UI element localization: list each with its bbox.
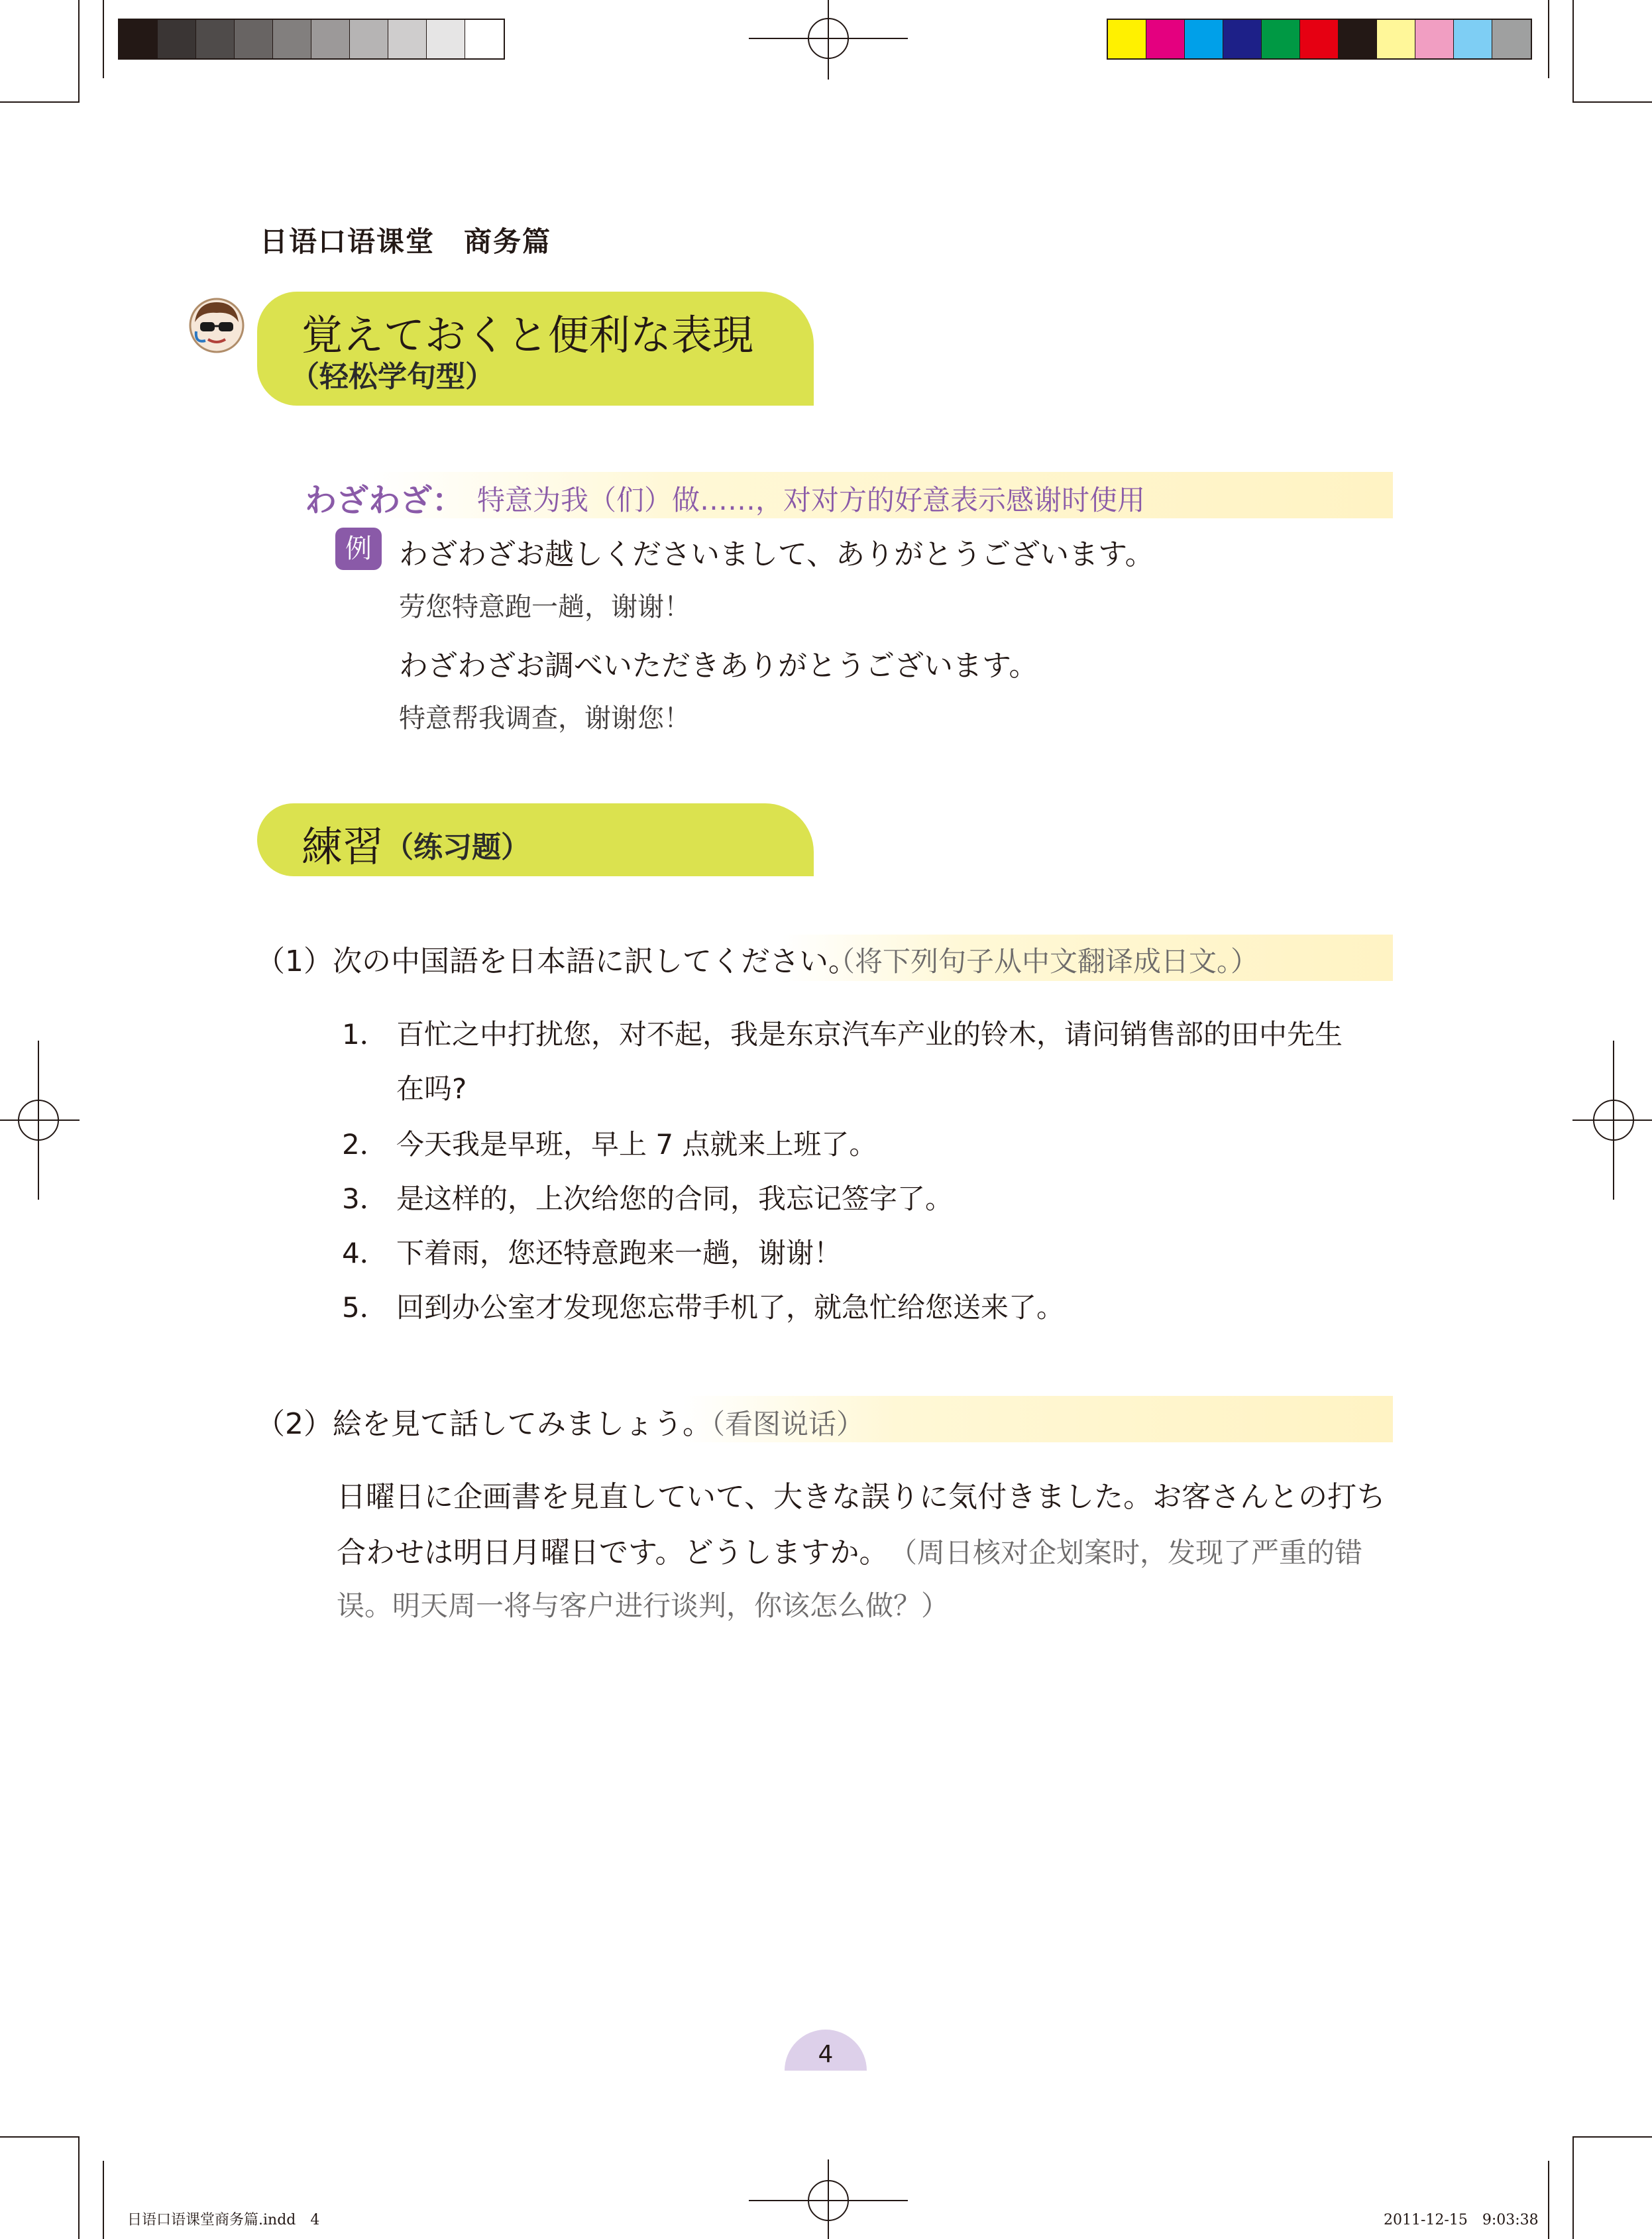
gray-swatch-1 [119, 20, 158, 58]
q1-item-2-number: 2． [342, 1128, 388, 1161]
q1-item-1-continuation: 在吗? [396, 1072, 467, 1105]
registration-mark-right [1572, 1041, 1652, 1200]
q1-item-4-number: 4． [342, 1237, 388, 1269]
color-swatch-7 [1339, 20, 1377, 58]
q1-item-1-text: 百忙之中打扰您，对不起，我是东京汽车产业的铃木，请问销售部的田中先生 [396, 1018, 1343, 1051]
q2-paragraph-line-1: 日曜日に企画書を見直していて、大きな誤りに気付きました。お客さんとの打ち [337, 1480, 1386, 1514]
q2-prompt-jp: （2）絵を見て話してみましょう。 [256, 1407, 712, 1441]
q2-paragraph-line-2-jp: 合わせは明日月曜日です。どうしますか。 [337, 1536, 889, 1570]
registration-mark-bottom [749, 2159, 908, 2239]
footer-file-name: 日语口语课堂商务篇.indd 4 [127, 2212, 320, 2228]
q1-item-4-text: 下着雨，您还特意跑来一趟，谢谢！ [396, 1237, 842, 1269]
q2-paragraph-line-2-cn: （周日核对企划案时，发现了严重的错 [889, 1536, 1363, 1569]
example-jp-2: わざわざお調べいただきありがとうございます。 [399, 649, 1038, 683]
gray-swatch-2 [158, 20, 196, 58]
q2-paragraph-line-3-cn: 误。明天周一将与客户进行谈判，你该怎么做？） [337, 1589, 950, 1622]
example-badge [335, 528, 382, 570]
section-subtitle-expressions: （轻松学句型） [290, 360, 494, 394]
color-swatch-10 [1454, 20, 1492, 58]
q2-prompt-cn: （看图说话） [697, 1408, 865, 1440]
example-cn-2: 特意帮我调查，谢谢您！ [399, 703, 690, 734]
gray-swatch-7 [350, 20, 388, 58]
q1-prompt-cn: （将下列句子从中文翻译成日文。） [827, 945, 1259, 978]
color-swatch-1 [1108, 20, 1146, 58]
color-swatch-3 [1185, 20, 1223, 58]
registration-mark-top [749, 0, 908, 80]
q1-item-1-number: 1． [342, 1018, 388, 1051]
q1-item-2-text: 今天我是早班，早上 7 点就来上班了。 [396, 1128, 877, 1161]
section-title-practice: 練習 [302, 823, 384, 871]
footer-timestamp: 2011-12-15 9:03:38 [1384, 2212, 1539, 2228]
example-cn-1: 劳您特意跑一趟，谢谢！ [399, 592, 690, 622]
page-number: 4 [818, 2041, 834, 2068]
gray-swatch-6 [311, 20, 350, 58]
gray-swatch-9 [427, 20, 465, 58]
example-badge-label: 例 [345, 534, 372, 564]
q1-item-3-number: 3． [342, 1182, 388, 1215]
color-swatch-9 [1415, 20, 1454, 58]
color-swatch-8 [1377, 20, 1415, 58]
registration-mark-left [0, 1041, 80, 1200]
color-swatch-4 [1223, 20, 1262, 58]
page-number-badge [785, 2030, 867, 2071]
q1-item-5-text: 回到办公室才发现您忘带手机了，就急忙给您送来了。 [396, 1291, 1065, 1324]
gray-swatch-5 [273, 20, 311, 58]
q1-item-5-number: 5． [342, 1291, 388, 1324]
section-subtitle-practice: （练习题） [384, 831, 530, 864]
q1-item-3-text: 是这样的，上次给您的合同，我忘记签字了。 [396, 1182, 954, 1215]
color-swatch-6 [1300, 20, 1339, 58]
q1-prompt-jp: （1）次の中国語を日本語に訳してください。 [256, 945, 857, 978]
color-swatch-5 [1262, 20, 1300, 58]
mascot-avatar-icon [188, 297, 245, 354]
color-swatch-2 [1146, 20, 1185, 58]
gray-swatch-10 [465, 20, 504, 58]
running-header-title: 日语口语课堂 商务篇 [260, 225, 552, 258]
gray-swatch-4 [235, 20, 273, 58]
example-jp-1: わざわざお越しくださいまして、ありがとうございます。 [399, 538, 1154, 571]
keyword-term: わざわざ： [305, 482, 465, 519]
section-title-expressions: 覚えておくと便利な表現 [302, 311, 754, 359]
gray-swatch-3 [196, 20, 235, 58]
gray-color-bar [118, 19, 505, 60]
gray-swatch-8 [388, 20, 427, 58]
keyword-meaning: 特意为我（们）做……，对对方的好意表示感谢时使用 [477, 484, 1146, 516]
process-color-bar [1107, 19, 1532, 60]
color-swatch-11 [1492, 20, 1531, 58]
